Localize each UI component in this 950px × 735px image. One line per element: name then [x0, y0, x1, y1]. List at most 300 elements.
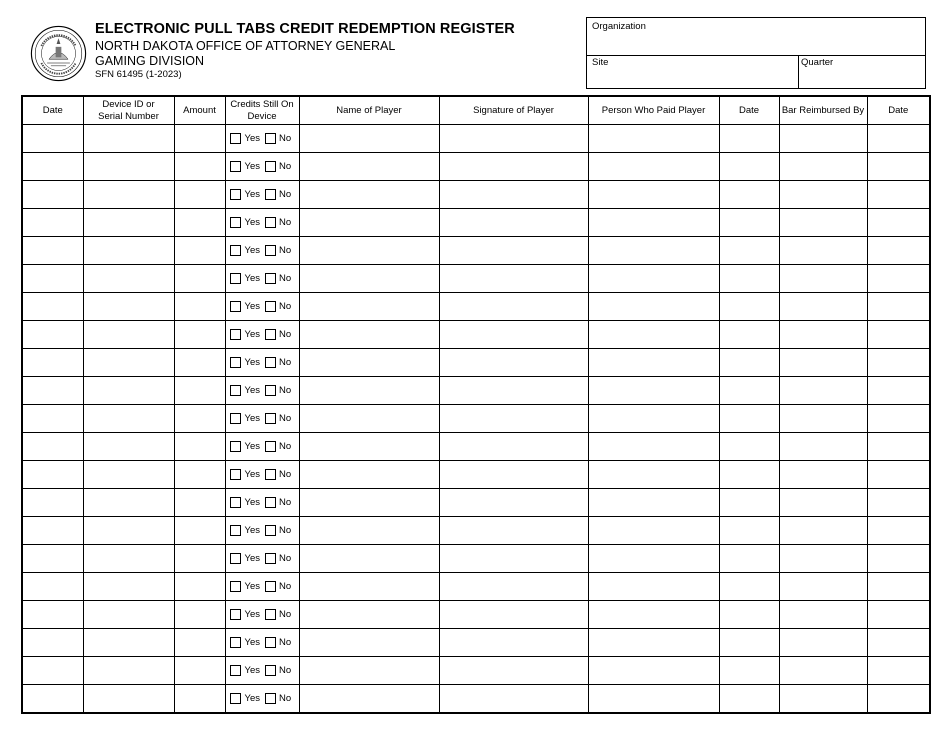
no-checkbox[interactable] — [265, 497, 276, 508]
table-row — [22, 629, 930, 657]
date-reimbursed-cell[interactable] — [867, 489, 930, 517]
player-signature-cell[interactable] — [439, 657, 588, 685]
amount-cell[interactable] — [174, 125, 225, 153]
no-label: No — [279, 524, 292, 536]
device-id-cell[interactable] — [83, 321, 174, 349]
player-signature-cell[interactable] — [439, 405, 588, 433]
player-name-cell[interactable] — [299, 489, 439, 517]
person-who-paid-cell[interactable] — [588, 545, 719, 573]
person-who-paid-cell[interactable] — [588, 461, 719, 489]
date-reimbursed-cell[interactable] — [867, 377, 930, 405]
amount-cell[interactable] — [174, 657, 225, 685]
date-cell[interactable] — [22, 153, 83, 181]
table-row — [22, 573, 930, 601]
quarter-field[interactable] — [799, 55, 925, 88]
player-name-cell[interactable] — [299, 573, 439, 601]
no-checkbox[interactable] — [265, 413, 276, 424]
date-reimbursed-cell[interactable] — [867, 349, 930, 377]
bar-reimbursed-by-cell[interactable] — [779, 685, 867, 714]
organization-box — [586, 17, 926, 89]
no-checkbox[interactable] — [265, 469, 276, 480]
yes-label: Yes — [244, 468, 260, 480]
yes-checkbox[interactable] — [230, 245, 241, 256]
device-id-cell[interactable] — [83, 265, 174, 293]
bar-reimbursed-by-cell[interactable] — [779, 433, 867, 461]
date-paid-cell[interactable] — [719, 657, 779, 685]
date-cell[interactable] — [22, 489, 83, 517]
amount-cell[interactable] — [174, 349, 225, 377]
date-paid-cell[interactable] — [719, 293, 779, 321]
no-checkbox[interactable] — [265, 133, 276, 144]
date-reimbursed-cell[interactable] — [867, 405, 930, 433]
device-id-cell[interactable] — [83, 433, 174, 461]
yes-checkbox[interactable] — [230, 217, 241, 228]
date-paid-cell[interactable] — [719, 153, 779, 181]
bar-reimbursed-by-cell[interactable] — [779, 545, 867, 573]
date-reimbursed-cell[interactable] — [867, 601, 930, 629]
yes-checkbox[interactable] — [230, 637, 241, 648]
bar-reimbursed-by-cell[interactable] — [779, 181, 867, 209]
date-reimbursed-cell[interactable] — [867, 321, 930, 349]
yes-checkbox[interactable] — [230, 441, 241, 452]
amount-cell[interactable] — [174, 265, 225, 293]
date-cell[interactable] — [22, 601, 83, 629]
yes-label: Yes — [244, 328, 260, 340]
table-row — [22, 125, 930, 153]
person-who-paid-cell[interactable] — [588, 629, 719, 657]
table-row — [22, 293, 930, 321]
no-label: No — [279, 468, 292, 480]
date-cell[interactable] — [22, 181, 83, 209]
no-label: No — [279, 132, 292, 144]
date-cell[interactable] — [22, 573, 83, 601]
amount-cell[interactable] — [174, 237, 225, 265]
amount-cell[interactable] — [174, 489, 225, 517]
player-signature-cell[interactable] — [439, 377, 588, 405]
person-who-paid-cell[interactable] — [588, 125, 719, 153]
bar-reimbursed-by-cell[interactable] — [779, 237, 867, 265]
column-header-player-name: Name of Player — [299, 96, 439, 125]
no-label: No — [279, 384, 292, 396]
device-id-cell[interactable] — [83, 209, 174, 237]
table-row — [22, 237, 930, 265]
yes-label: Yes — [244, 300, 260, 312]
bar-reimbursed-by-cell[interactable] — [779, 405, 867, 433]
no-checkbox[interactable] — [265, 581, 276, 592]
credits-still-on-device-cell — [225, 293, 299, 321]
device-id-cell[interactable] — [83, 293, 174, 321]
player-signature-cell[interactable] — [439, 573, 588, 601]
no-label: No — [279, 496, 292, 508]
no-checkbox[interactable] — [265, 217, 276, 228]
bar-reimbursed-by-cell[interactable] — [779, 349, 867, 377]
no-checkbox[interactable] — [265, 161, 276, 172]
player-signature-cell[interactable] — [439, 461, 588, 489]
device-id-cell[interactable] — [83, 573, 174, 601]
date-cell[interactable] — [22, 461, 83, 489]
date-reimbursed-cell[interactable] — [867, 461, 930, 489]
no-checkbox[interactable] — [265, 329, 276, 340]
yes-label: Yes — [244, 160, 260, 172]
date-paid-cell[interactable] — [719, 349, 779, 377]
date-reimbursed-cell[interactable] — [867, 517, 930, 545]
bar-reimbursed-by-cell[interactable] — [779, 657, 867, 685]
amount-cell[interactable] — [174, 153, 225, 181]
date-paid-cell[interactable] — [719, 489, 779, 517]
no-label: No — [279, 244, 292, 256]
person-who-paid-cell[interactable] — [588, 181, 719, 209]
credits-still-on-device-cell — [225, 517, 299, 545]
amount-cell[interactable] — [174, 377, 225, 405]
no-label: No — [279, 636, 292, 648]
player-name-cell[interactable] — [299, 153, 439, 181]
yes-label: Yes — [244, 524, 260, 536]
player-signature-cell[interactable] — [439, 685, 588, 714]
date-reimbursed-cell[interactable] — [867, 573, 930, 601]
yes-label: Yes — [244, 664, 260, 676]
date-reimbursed-cell[interactable] — [867, 125, 930, 153]
site-field[interactable] — [587, 55, 798, 88]
date-paid-cell[interactable] — [719, 573, 779, 601]
bar-reimbursed-by-cell[interactable] — [779, 489, 867, 517]
no-checkbox[interactable] — [265, 273, 276, 284]
date-cell[interactable] — [22, 265, 83, 293]
device-id-cell[interactable] — [83, 517, 174, 545]
player-name-cell[interactable] — [299, 265, 439, 293]
player-name-cell[interactable] — [299, 349, 439, 377]
date-paid-cell[interactable] — [719, 545, 779, 573]
date-paid-cell[interactable] — [719, 517, 779, 545]
yes-label: Yes — [244, 384, 260, 396]
date-paid-cell[interactable] — [719, 461, 779, 489]
no-checkbox[interactable] — [265, 553, 276, 564]
bar-reimbursed-by-cell[interactable] — [779, 461, 867, 489]
yes-label: Yes — [244, 608, 260, 620]
table-row — [22, 209, 930, 237]
quarter-label: Quarter — [801, 57, 834, 68]
player-name-cell[interactable] — [299, 545, 439, 573]
column-header-bar-reimbursed-by: Bar Reimbursed By — [779, 96, 867, 125]
device-id-cell[interactable] — [83, 377, 174, 405]
date-paid-cell[interactable] — [719, 237, 779, 265]
no-label: No — [279, 216, 292, 228]
person-who-paid-cell[interactable] — [588, 489, 719, 517]
yes-checkbox[interactable] — [230, 553, 241, 564]
device-id-cell[interactable] — [83, 685, 174, 714]
credits-still-on-device-cell — [225, 601, 299, 629]
date-reimbursed-cell[interactable] — [867, 237, 930, 265]
date-reimbursed-cell[interactable] — [867, 293, 930, 321]
person-who-paid-cell[interactable] — [588, 349, 719, 377]
credits-still-on-device-cell — [225, 209, 299, 237]
yes-checkbox[interactable] — [230, 469, 241, 480]
player-signature-cell[interactable] — [439, 237, 588, 265]
bar-reimbursed-by-cell[interactable] — [779, 629, 867, 657]
credits-still-on-device-cell — [225, 377, 299, 405]
date-cell[interactable] — [22, 657, 83, 685]
table-row — [22, 461, 930, 489]
device-id-cell[interactable] — [83, 657, 174, 685]
amount-cell[interactable] — [174, 601, 225, 629]
person-who-paid-cell[interactable] — [588, 377, 719, 405]
yes-checkbox[interactable] — [230, 385, 241, 396]
date-paid-cell[interactable] — [719, 181, 779, 209]
no-checkbox[interactable] — [265, 189, 276, 200]
person-who-paid-cell[interactable] — [588, 293, 719, 321]
device-id-cell[interactable] — [83, 629, 174, 657]
bar-reimbursed-by-cell[interactable] — [779, 209, 867, 237]
player-signature-cell[interactable] — [439, 321, 588, 349]
device-id-cell[interactable] — [83, 601, 174, 629]
player-signature-cell[interactable] — [439, 209, 588, 237]
date-cell[interactable] — [22, 545, 83, 573]
credits-still-on-device-cell — [225, 349, 299, 377]
no-checkbox[interactable] — [265, 357, 276, 368]
person-who-paid-cell[interactable] — [588, 573, 719, 601]
device-id-cell[interactable] — [83, 405, 174, 433]
player-signature-cell[interactable] — [439, 125, 588, 153]
yes-label: Yes — [244, 692, 260, 704]
bar-reimbursed-by-cell[interactable] — [779, 125, 867, 153]
no-label: No — [279, 328, 292, 340]
credits-still-on-device-cell — [225, 657, 299, 685]
player-signature-cell[interactable] — [439, 489, 588, 517]
yes-checkbox[interactable] — [230, 273, 241, 284]
date-paid-cell[interactable] — [719, 125, 779, 153]
date-reimbursed-cell[interactable] — [867, 545, 930, 573]
date-cell[interactable] — [22, 237, 83, 265]
date-cell[interactable] — [22, 209, 83, 237]
column-header-date-reimbursed: Date — [867, 96, 930, 125]
player-name-cell[interactable] — [299, 181, 439, 209]
column-header-credits: Credits Still On Device — [225, 96, 299, 125]
person-who-paid-cell[interactable] — [588, 685, 719, 714]
yes-checkbox[interactable] — [230, 665, 241, 676]
person-who-paid-cell[interactable] — [588, 209, 719, 237]
state-seal-icon — [30, 25, 87, 82]
player-signature-cell[interactable] — [439, 181, 588, 209]
person-who-paid-cell[interactable] — [588, 657, 719, 685]
yes-checkbox[interactable] — [230, 161, 241, 172]
player-name-cell[interactable] — [299, 657, 439, 685]
date-paid-cell[interactable] — [719, 405, 779, 433]
person-who-paid-cell[interactable] — [588, 433, 719, 461]
device-id-cell[interactable] — [83, 545, 174, 573]
yes-label: Yes — [244, 216, 260, 228]
amount-cell[interactable] — [174, 461, 225, 489]
amount-cell[interactable] — [174, 181, 225, 209]
credits-still-on-device-cell — [225, 489, 299, 517]
date-paid-cell[interactable] — [719, 265, 779, 293]
person-who-paid-cell[interactable] — [588, 517, 719, 545]
amount-cell[interactable] — [174, 685, 225, 714]
yes-checkbox[interactable] — [230, 413, 241, 424]
date-reimbursed-cell[interactable] — [867, 209, 930, 237]
bar-reimbursed-by-cell[interactable] — [779, 321, 867, 349]
table-row — [22, 349, 930, 377]
bar-reimbursed-by-cell[interactable] — [779, 377, 867, 405]
person-who-paid-cell[interactable] — [588, 265, 719, 293]
amount-cell[interactable] — [174, 545, 225, 573]
date-paid-cell[interactable] — [719, 321, 779, 349]
credits-still-on-device-cell — [225, 405, 299, 433]
no-label: No — [279, 272, 292, 284]
person-who-paid-cell[interactable] — [588, 601, 719, 629]
yes-checkbox[interactable] — [230, 189, 241, 200]
bar-reimbursed-by-cell[interactable] — [779, 153, 867, 181]
column-header-amount: Amount — [174, 96, 225, 125]
date-cell[interactable] — [22, 433, 83, 461]
no-label: No — [279, 664, 292, 676]
table-row — [22, 153, 930, 181]
device-id-cell[interactable] — [83, 349, 174, 377]
yes-checkbox[interactable] — [230, 329, 241, 340]
player-name-cell[interactable] — [299, 377, 439, 405]
date-paid-cell[interactable] — [719, 377, 779, 405]
amount-cell[interactable] — [174, 209, 225, 237]
player-signature-cell[interactable] — [439, 629, 588, 657]
no-label: No — [279, 552, 292, 564]
player-signature-cell[interactable] — [439, 153, 588, 181]
credits-still-on-device-cell — [225, 153, 299, 181]
date-cell[interactable] — [22, 125, 83, 153]
date-reimbursed-cell[interactable] — [867, 685, 930, 714]
no-checkbox[interactable] — [265, 665, 276, 676]
table-row — [22, 517, 930, 545]
yes-label: Yes — [244, 132, 260, 144]
form-title: ELECTRONIC PULL TABS CREDIT REDEMPTION REGISTER — [95, 21, 515, 37]
date-reimbursed-cell[interactable] — [867, 265, 930, 293]
amount-cell[interactable] — [174, 517, 225, 545]
device-id-cell[interactable] — [83, 181, 174, 209]
yes-checkbox[interactable] — [230, 693, 241, 704]
no-checkbox[interactable] — [265, 609, 276, 620]
date-reimbursed-cell[interactable] — [867, 629, 930, 657]
amount-cell[interactable] — [174, 573, 225, 601]
date-cell[interactable] — [22, 293, 83, 321]
date-cell[interactable] — [22, 517, 83, 545]
player-name-cell[interactable] — [299, 209, 439, 237]
player-name-cell[interactable] — [299, 629, 439, 657]
player-signature-cell[interactable] — [439, 517, 588, 545]
yes-label: Yes — [244, 272, 260, 284]
date-cell[interactable] — [22, 685, 83, 714]
device-id-cell[interactable] — [83, 153, 174, 181]
bar-reimbursed-by-cell[interactable] — [779, 293, 867, 321]
player-signature-cell[interactable] — [439, 265, 588, 293]
player-signature-cell[interactable] — [439, 349, 588, 377]
no-checkbox[interactable] — [265, 637, 276, 648]
bar-reimbursed-by-cell[interactable] — [779, 573, 867, 601]
player-signature-cell[interactable] — [439, 293, 588, 321]
no-checkbox[interactable] — [265, 693, 276, 704]
no-label: No — [279, 160, 292, 172]
bar-reimbursed-by-cell[interactable] — [779, 517, 867, 545]
credits-still-on-device-cell — [225, 433, 299, 461]
player-name-cell[interactable] — [299, 517, 439, 545]
amount-cell[interactable] — [174, 293, 225, 321]
device-id-cell[interactable] — [83, 461, 174, 489]
date-paid-cell[interactable] — [719, 433, 779, 461]
organization-field[interactable] — [587, 18, 925, 56]
yes-checkbox[interactable] — [230, 357, 241, 368]
yes-checkbox[interactable] — [230, 525, 241, 536]
player-name-cell[interactable] — [299, 237, 439, 265]
date-paid-cell[interactable] — [719, 685, 779, 714]
yes-checkbox[interactable] — [230, 301, 241, 312]
column-header-person-who-paid: Person Who Paid Player — [588, 96, 719, 125]
player-name-cell[interactable] — [299, 293, 439, 321]
credits-still-on-device-cell — [225, 265, 299, 293]
date-cell[interactable] — [22, 377, 83, 405]
credits-still-on-device-cell — [225, 573, 299, 601]
no-label: No — [279, 580, 292, 592]
player-name-cell[interactable] — [299, 601, 439, 629]
amount-cell[interactable] — [174, 321, 225, 349]
table-row — [22, 265, 930, 293]
player-name-cell[interactable] — [299, 405, 439, 433]
no-label: No — [279, 608, 292, 620]
date-reimbursed-cell[interactable] — [867, 657, 930, 685]
amount-cell[interactable] — [174, 433, 225, 461]
player-signature-cell[interactable] — [439, 601, 588, 629]
person-who-paid-cell[interactable] — [588, 237, 719, 265]
yes-label: Yes — [244, 356, 260, 368]
date-paid-cell[interactable] — [719, 601, 779, 629]
player-name-cell[interactable] — [299, 685, 439, 714]
credits-still-on-device-cell — [225, 321, 299, 349]
no-checkbox[interactable] — [265, 385, 276, 396]
table-row — [22, 657, 930, 685]
no-checkbox[interactable] — [265, 525, 276, 536]
amount-cell[interactable] — [174, 629, 225, 657]
yes-checkbox[interactable] — [230, 497, 241, 508]
date-cell[interactable] — [22, 405, 83, 433]
credits-still-on-device-cell — [225, 237, 299, 265]
date-reimbursed-cell[interactable] — [867, 433, 930, 461]
person-who-paid-cell[interactable] — [588, 153, 719, 181]
player-name-cell[interactable] — [299, 433, 439, 461]
no-checkbox[interactable] — [265, 441, 276, 452]
player-name-cell[interactable] — [299, 321, 439, 349]
no-checkbox[interactable] — [265, 245, 276, 256]
bar-reimbursed-by-cell[interactable] — [779, 601, 867, 629]
device-id-cell[interactable] — [83, 237, 174, 265]
device-id-cell[interactable] — [83, 125, 174, 153]
no-checkbox[interactable] — [265, 301, 276, 312]
date-cell[interactable] — [22, 321, 83, 349]
person-who-paid-cell[interactable] — [588, 321, 719, 349]
date-paid-cell[interactable] — [719, 629, 779, 657]
yes-checkbox[interactable] — [230, 581, 241, 592]
date-cell[interactable] — [22, 349, 83, 377]
player-signature-cell[interactable] — [439, 433, 588, 461]
amount-cell[interactable] — [174, 405, 225, 433]
player-name-cell[interactable] — [299, 125, 439, 153]
player-signature-cell[interactable] — [439, 545, 588, 573]
bar-reimbursed-by-cell[interactable] — [779, 265, 867, 293]
yes-checkbox[interactable] — [230, 133, 241, 144]
no-label: No — [279, 188, 292, 200]
player-name-cell[interactable] — [299, 461, 439, 489]
date-reimbursed-cell[interactable] — [867, 153, 930, 181]
device-id-cell[interactable] — [83, 489, 174, 517]
date-cell[interactable] — [22, 629, 83, 657]
yes-checkbox[interactable] — [230, 609, 241, 620]
person-who-paid-cell[interactable] — [588, 405, 719, 433]
date-reimbursed-cell[interactable] — [867, 181, 930, 209]
date-paid-cell[interactable] — [719, 209, 779, 237]
